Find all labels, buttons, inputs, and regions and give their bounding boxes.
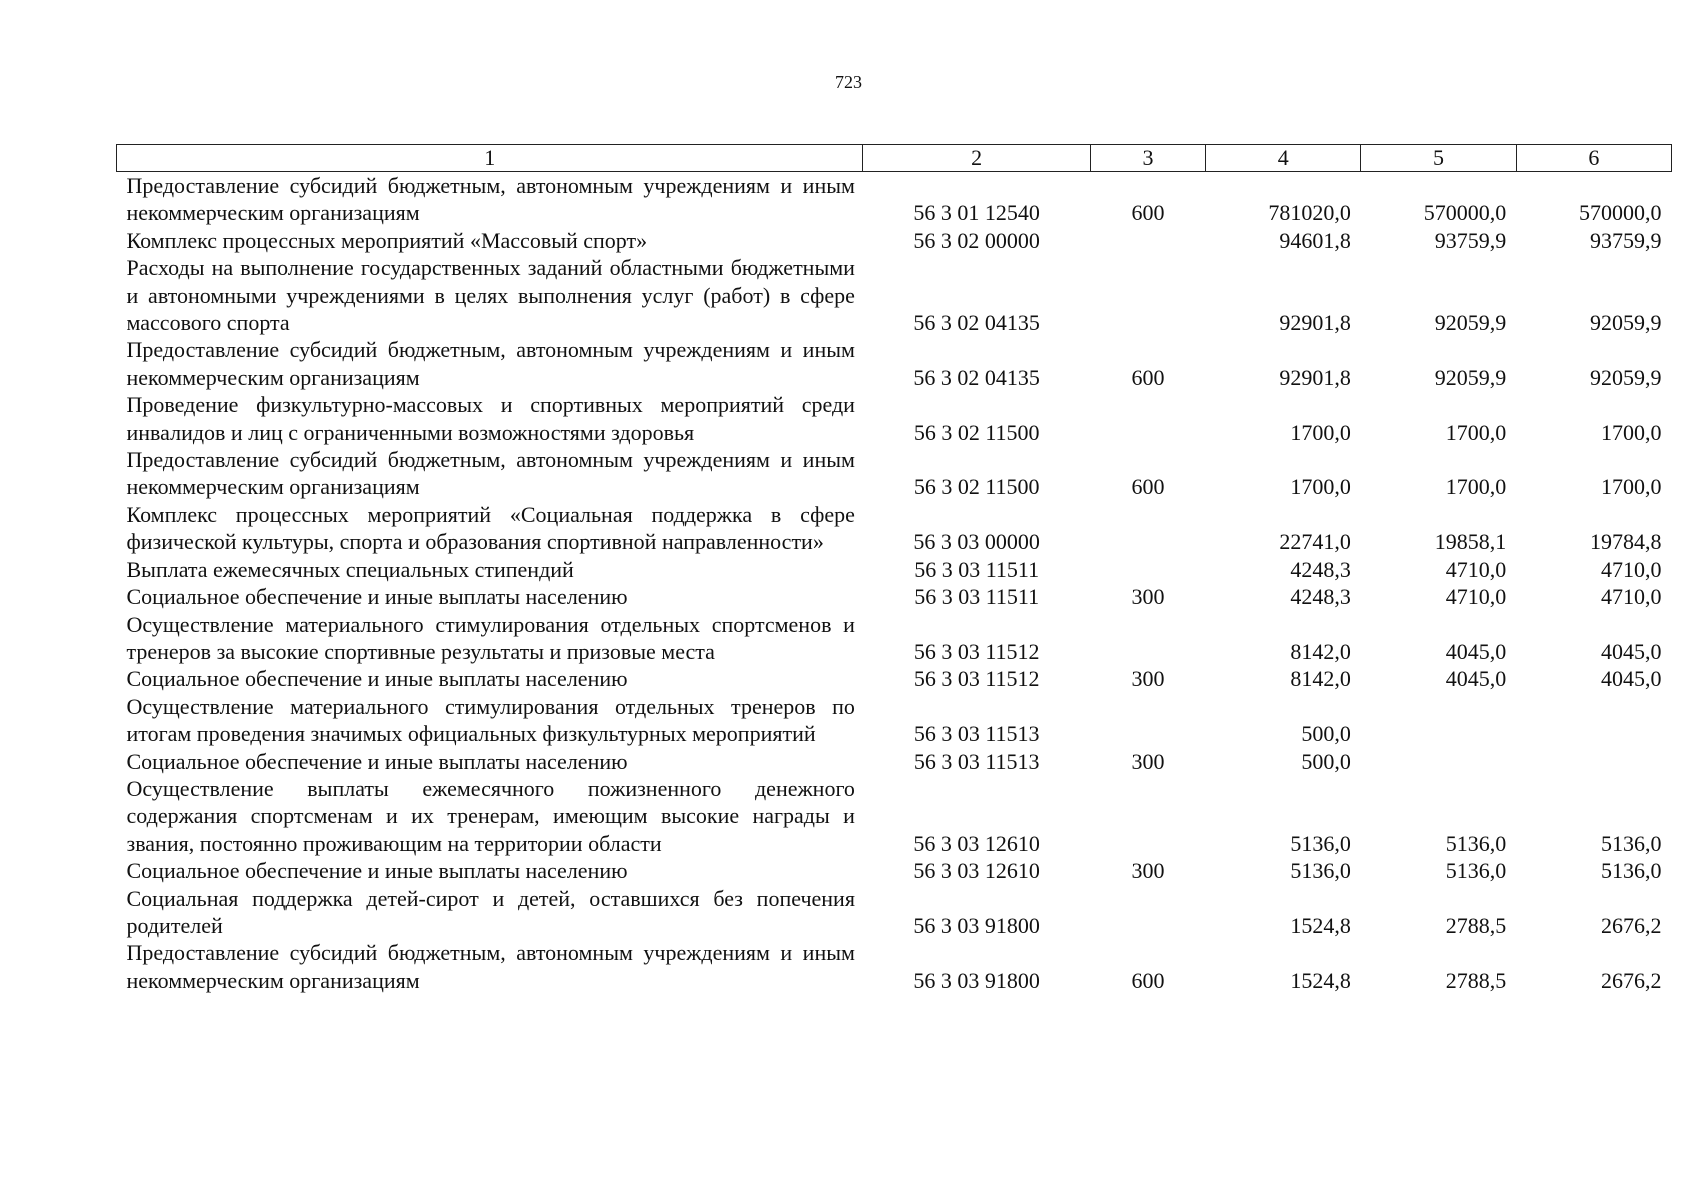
row-value-col-4: 781020,0 xyxy=(1268,200,1351,226)
row-code: 56 3 02 00000 xyxy=(913,227,1040,253)
row-value-col-4: 94601,8 xyxy=(1279,227,1351,253)
row-value-col-4: 4248,3 xyxy=(1290,584,1351,610)
row-code: 56 3 03 12610 xyxy=(913,830,1040,856)
row-name: Проведение физкультурно-массовых и спортивных мероприятий среди инвалидов и лиц с ограниченными возможностями здоровья xyxy=(126,392,855,445)
row-value-col-4: 1700,0 xyxy=(1290,419,1351,445)
row-name: Осуществление выплаты ежемесячного пожизненного денежного содержания спортсменам и их тренерам, имеющим высокие награды и звания, постоянно проживающим на территории области xyxy=(126,775,855,856)
row-value-col-6: 2676,2 xyxy=(1601,967,1662,993)
row-expense-type: 300 xyxy=(1131,666,1165,692)
row-value-col-6: 4045,0 xyxy=(1601,666,1662,692)
header-row xyxy=(117,145,1672,172)
row-value-col-5: 4045,0 xyxy=(1445,666,1507,692)
row-name: Социальное обеспечение и иные выплаты населению xyxy=(126,666,628,692)
header-col-3: 3 xyxy=(1090,145,1205,172)
row-value-col-6: 4045,0 xyxy=(1601,638,1662,664)
table-row xyxy=(117,748,1672,775)
row-name: Предоставление субсидий бюджетным, автономным учреждениям и иным некоммерческим организациям xyxy=(126,337,855,390)
row-value-col-4: 1524,8 xyxy=(1290,912,1351,938)
row-name: Осуществление материального стимулирования отдельных тренеров по итогам проведения значимых официальных физкультурных мероприятий xyxy=(126,693,855,747)
row-value-col-6: 2676,2 xyxy=(1601,912,1662,938)
row-name: Социальное обеспечение и иные выплаты населению xyxy=(126,748,628,774)
row-code: 56 3 03 91800 xyxy=(913,967,1040,993)
table-row xyxy=(117,556,1672,583)
row-value-col-5: 92059,9 xyxy=(1434,310,1507,336)
table-row xyxy=(117,391,1672,446)
row-value-col-6: 4710,0 xyxy=(1601,584,1662,610)
header-col-1: 1 xyxy=(117,145,863,172)
row-value-col-4: 5136,0 xyxy=(1290,858,1351,884)
row-code: 56 3 03 11512 xyxy=(913,638,1040,664)
row-name: Выплата ежемесячных специальных стипендий xyxy=(126,556,574,582)
table-row xyxy=(117,775,1672,857)
row-name: Комплекс процессных мероприятий «Массовый спорт» xyxy=(126,227,648,253)
table-row xyxy=(117,583,1672,610)
row-code: 56 3 03 11511 xyxy=(914,556,1040,582)
table-row xyxy=(117,611,1672,666)
row-expense-type: 300 xyxy=(1131,748,1165,774)
header-col-5: 5 xyxy=(1361,145,1516,172)
header-col-2: 2 xyxy=(863,145,1090,172)
row-code: 56 3 03 11512 xyxy=(913,666,1040,692)
row-value-col-4: 500,0 xyxy=(1301,748,1351,774)
row-value-col-4: 92901,8 xyxy=(1279,364,1351,390)
row-expense-type: 300 xyxy=(1131,584,1165,610)
row-value-col-5: 1700,0 xyxy=(1445,474,1507,500)
row-value-col-4: 1700,0 xyxy=(1290,474,1351,500)
header-col-4: 4 xyxy=(1206,145,1361,172)
row-expense-type: 600 xyxy=(1131,967,1165,993)
page-number: 723 xyxy=(835,72,862,92)
row-expense-type: 600 xyxy=(1131,200,1165,226)
row-code: 56 3 02 11500 xyxy=(913,419,1040,445)
table-row xyxy=(117,857,1672,884)
row-code: 56 3 03 12610 xyxy=(913,858,1040,884)
row-name: Социальная поддержка детей-сирот и детей, оставшихся без попечения родителей xyxy=(126,885,855,938)
row-expense-type: 600 xyxy=(1131,474,1165,500)
row-value-col-6: 93759,9 xyxy=(1590,227,1662,253)
row-value-col-4: 92901,8 xyxy=(1279,310,1351,336)
row-code: 56 3 03 00000 xyxy=(913,529,1040,555)
row-value-col-6: 4710,0 xyxy=(1601,556,1662,582)
row-name: Социальное обеспечение и иные выплаты населению xyxy=(126,584,628,610)
row-code: 56 3 03 11513 xyxy=(913,721,1040,747)
row-expense-type xyxy=(1090,693,1205,748)
row-value-col-5: 570000,0 xyxy=(1423,200,1507,226)
row-expense-type xyxy=(1090,885,1205,940)
row-value-col-6 xyxy=(1516,748,1671,775)
row-value-col-5: 93759,9 xyxy=(1434,227,1507,253)
row-name: Расходы на выполнение государственных заданий областными бюджетными и автономными учреждениями в целях выполнения услуг (работ) в сфере массового спорта xyxy=(126,255,855,336)
row-value-col-5: 92059,9 xyxy=(1434,364,1507,390)
header-col-6: 6 xyxy=(1516,145,1671,172)
row-code: 56 3 02 04135 xyxy=(913,310,1040,336)
row-code: 56 3 03 91800 xyxy=(913,912,1040,938)
row-value-col-6 xyxy=(1516,693,1671,748)
row-name: Предоставление субсидий бюджетным, автономным учреждениям и иным некоммерческим организациям xyxy=(126,447,855,500)
table-row xyxy=(117,501,1672,556)
table-row xyxy=(117,172,1672,227)
row-value-col-5 xyxy=(1361,693,1516,748)
row-value-col-6: 570000,0 xyxy=(1579,200,1662,226)
table-row xyxy=(117,939,1672,994)
row-value-col-6: 5136,0 xyxy=(1601,858,1662,884)
table-row xyxy=(117,254,1672,336)
row-name: Предоставление субсидий бюджетным, автономным учреждениям и иным некоммерческим организациям xyxy=(126,940,855,993)
row-name: Осуществление материального стимулирования отдельных спортсменов и тренеров за высокие спортивные результаты и призовые места xyxy=(126,611,855,664)
row-expense-type xyxy=(1090,611,1205,666)
row-value-col-6: 19784,8 xyxy=(1590,529,1662,555)
row-value-col-5: 5136,0 xyxy=(1445,830,1507,856)
row-code: 56 3 03 11511 xyxy=(914,584,1040,610)
row-code: 56 3 02 11500 xyxy=(913,474,1040,500)
table-row xyxy=(117,227,1672,254)
row-value-col-4: 1524,8 xyxy=(1290,967,1351,993)
table-row xyxy=(117,446,1672,501)
row-expense-type: 600 xyxy=(1131,364,1165,390)
row-expense-type xyxy=(1090,556,1205,583)
row-value-col-6: 1700,0 xyxy=(1601,419,1662,445)
row-value-col-5: 2788,5 xyxy=(1445,967,1507,993)
row-value-col-5: 4710,0 xyxy=(1445,584,1507,610)
table-row xyxy=(117,693,1672,748)
table-row xyxy=(117,336,1672,391)
row-value-col-4: 4248,3 xyxy=(1290,556,1351,582)
row-expense-type xyxy=(1090,254,1205,336)
row-name: Комплекс процессных мероприятий «Социальная поддержка в сфере физической культуры, спорта и образования спортивной направленности» xyxy=(126,501,855,555)
row-value-col-5: 4045,0 xyxy=(1445,638,1507,664)
row-value-col-6: 92059,9 xyxy=(1590,310,1662,336)
table-body xyxy=(117,172,1672,995)
row-code: 56 3 01 12540 xyxy=(913,200,1040,226)
row-value-col-5: 5136,0 xyxy=(1445,858,1507,884)
row-value-col-6: 92059,9 xyxy=(1590,364,1662,390)
row-value-col-4: 5136,0 xyxy=(1290,830,1351,856)
row-expense-type xyxy=(1090,775,1205,857)
row-value-col-4: 8142,0 xyxy=(1290,666,1351,692)
row-code: 56 3 02 04135 xyxy=(913,364,1040,390)
row-value-col-5: 1700,0 xyxy=(1445,419,1507,445)
row-value-col-4: 8142,0 xyxy=(1290,638,1351,664)
row-value-col-5: 4710,0 xyxy=(1445,556,1507,582)
budget-table xyxy=(116,144,1672,994)
row-value-col-5: 2788,5 xyxy=(1445,912,1507,938)
table-row xyxy=(117,665,1672,692)
row-value-col-5 xyxy=(1361,748,1516,775)
row-expense-type xyxy=(1090,501,1205,556)
row-expense-type: 300 xyxy=(1131,858,1165,884)
row-expense-type xyxy=(1090,227,1205,254)
row-value-col-6: 1700,0 xyxy=(1601,474,1662,500)
row-value-col-5: 19858,1 xyxy=(1434,529,1507,555)
row-expense-type xyxy=(1090,391,1205,446)
row-value-col-4: 22741,0 xyxy=(1279,529,1351,555)
row-name: Предоставление субсидий бюджетным, автономным учреждениям и иным некоммерческим организациям xyxy=(126,173,855,226)
table-row xyxy=(117,885,1672,940)
row-value-col-6: 5136,0 xyxy=(1601,830,1662,856)
row-value-col-4: 500,0 xyxy=(1301,721,1351,747)
row-name: Социальное обеспечение и иные выплаты населению xyxy=(126,858,628,884)
row-code: 56 3 03 11513 xyxy=(913,748,1040,774)
